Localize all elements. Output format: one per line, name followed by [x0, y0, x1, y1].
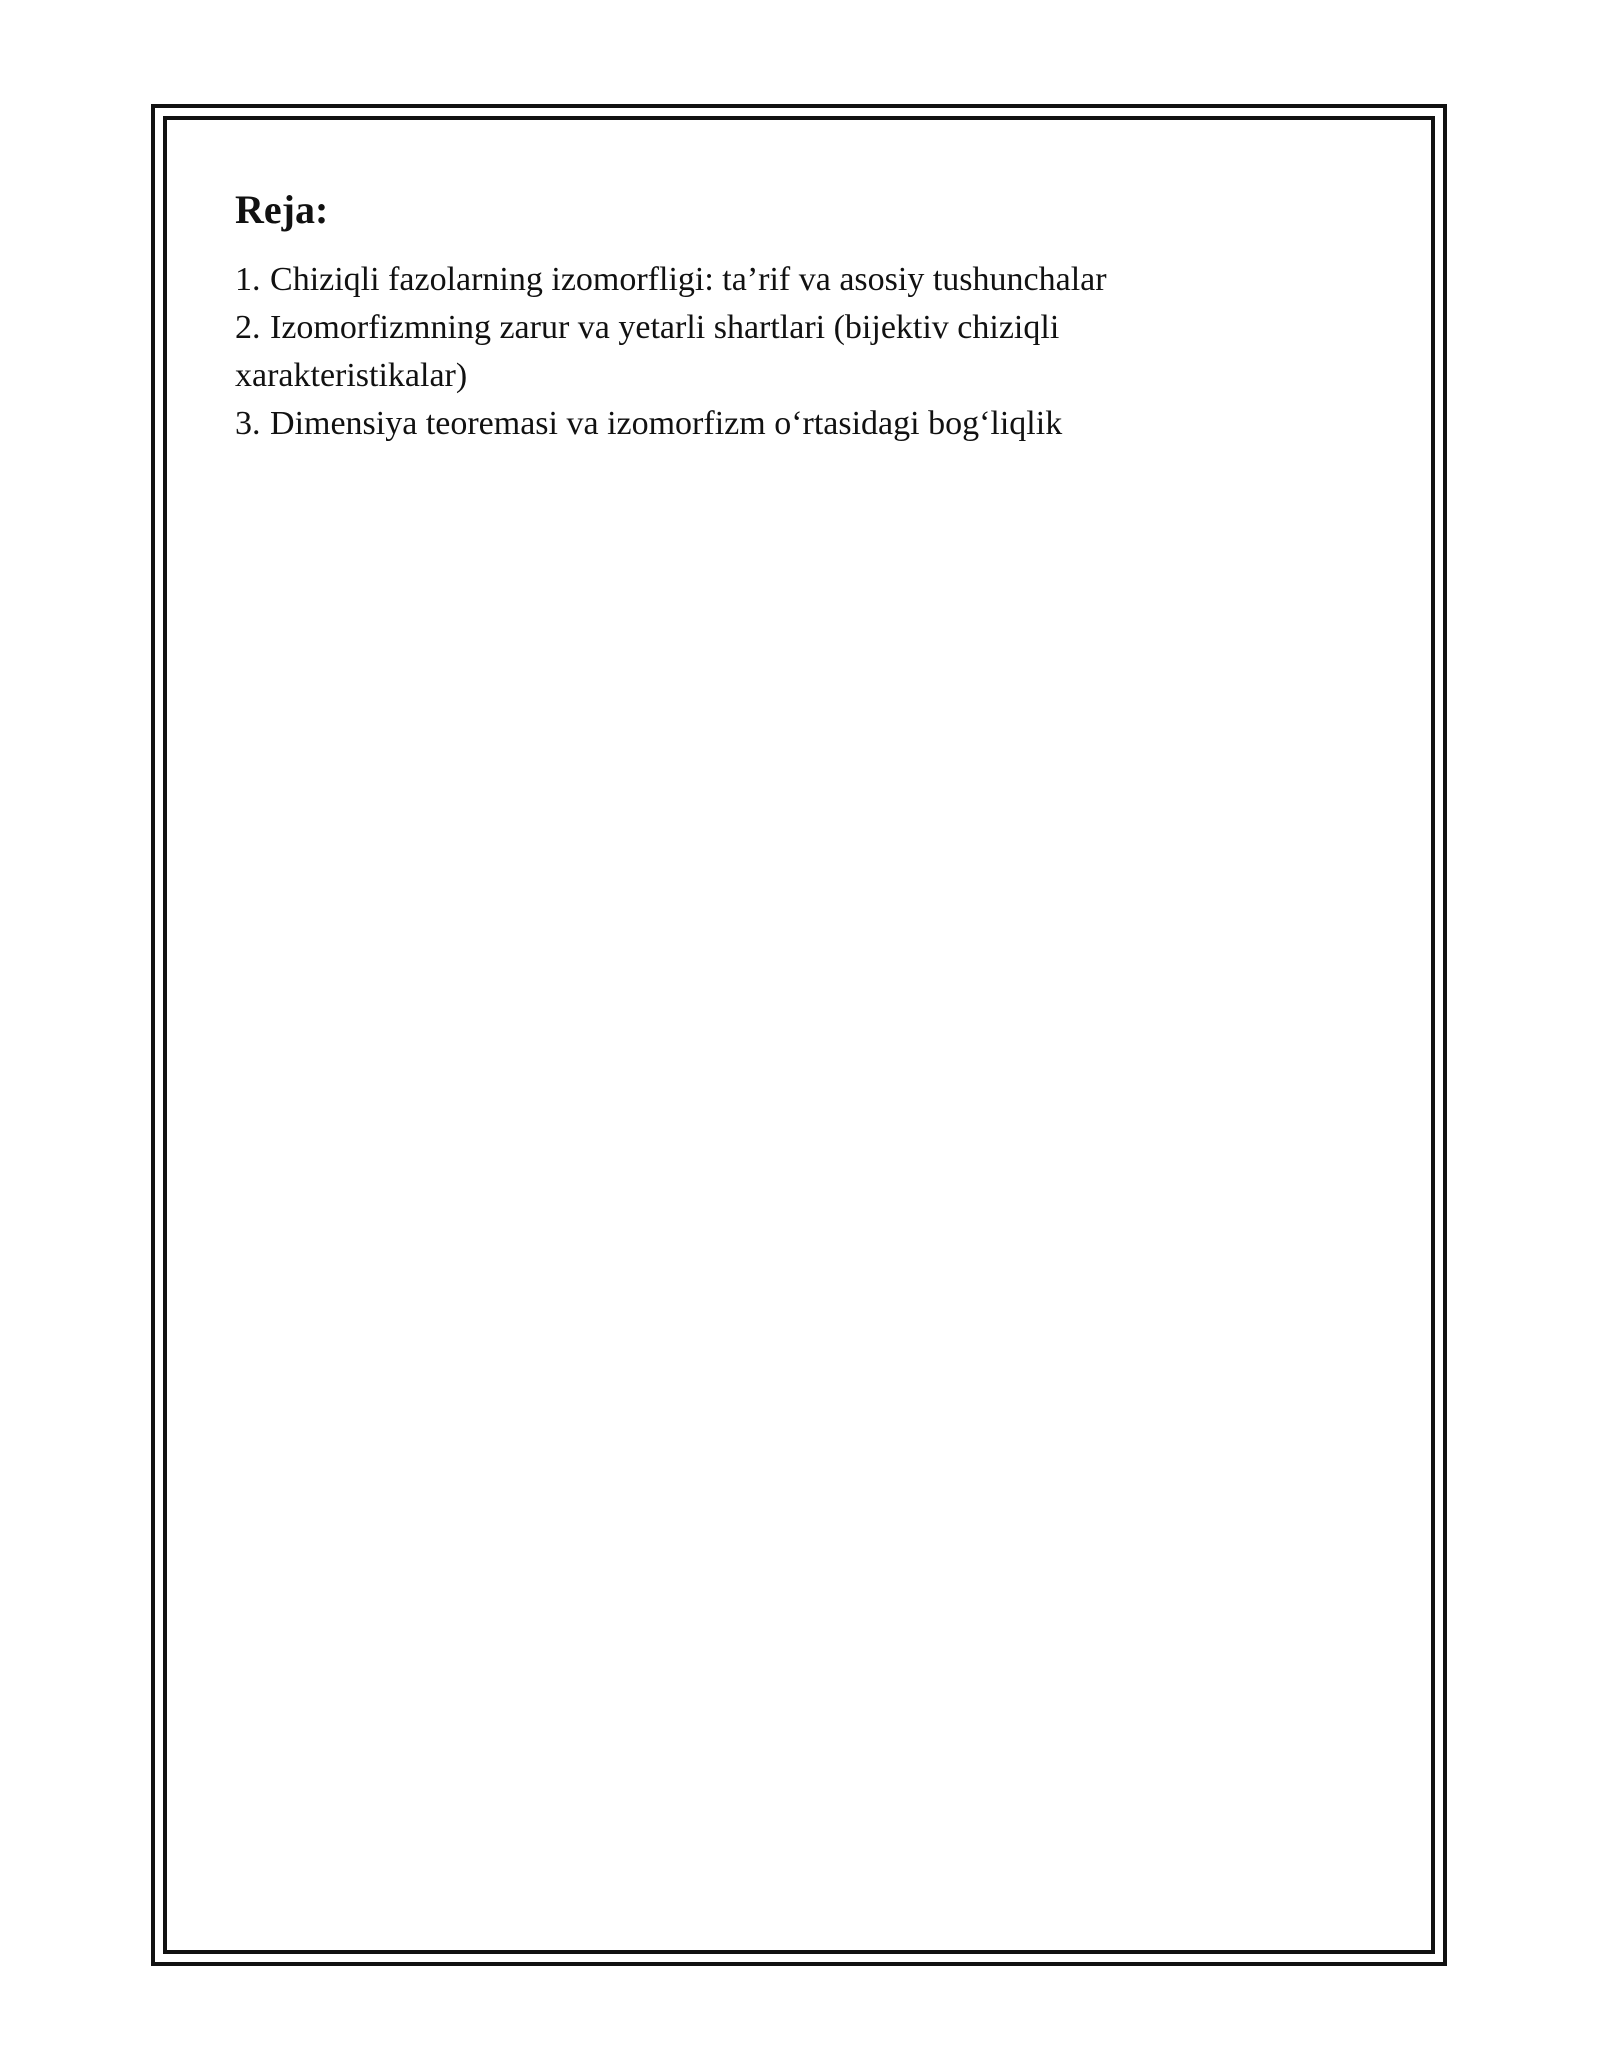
- plan-item-2-continuation: [235, 352, 1335, 400]
- plan-heading: Reja:: [235, 187, 329, 232]
- plan-item-number: 3.: [235, 405, 261, 442]
- plan-item-number: 2.: [235, 309, 261, 346]
- plan-item-1: [235, 256, 1335, 304]
- plan-item-3: [235, 400, 1335, 448]
- plan-item-text: Dimensiya teoremasi va izomorfizm o‘rtasidagi bog‘liqlik: [270, 405, 1063, 442]
- plan-list: [235, 256, 1335, 448]
- plan-item-text: Chiziqli fazolarning izomorfligi: ta’rif va asosiy tushunchalar: [270, 261, 1107, 298]
- plan-item-number: 1.: [235, 261, 261, 298]
- plan-item-text-continuation: xarakteristikalar): [235, 357, 468, 394]
- document-content: [235, 184, 1335, 448]
- plan-item-text: Izomorfizmning zarur va yetarli shartlari (bijektiv chiziqli: [270, 309, 1060, 346]
- plan-item-2: [235, 304, 1335, 352]
